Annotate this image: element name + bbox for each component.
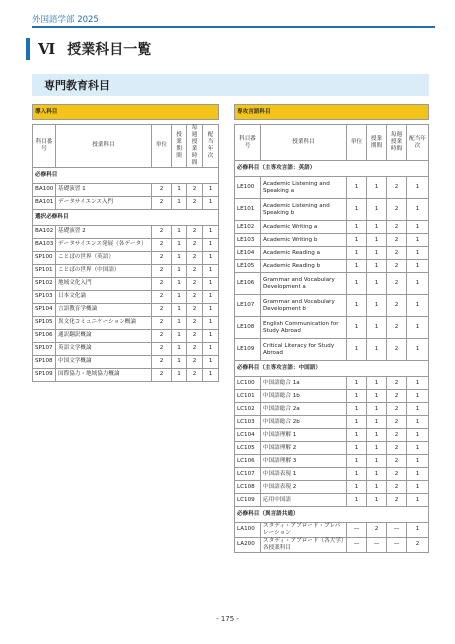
weekly-hours: 2 (387, 247, 407, 260)
year: 1 (407, 377, 429, 390)
weekly-hours: 2 (187, 316, 203, 329)
course-code: SP101 (33, 264, 56, 277)
course-name: スタディ・アブロード・プレパレーション (261, 523, 347, 538)
credits: 2 (152, 251, 172, 264)
course-code: SP108 (33, 355, 56, 368)
header-row (235, 125, 429, 161)
year: 1 (203, 303, 219, 316)
weekly-hours: 2 (387, 403, 407, 416)
course-code: SP109 (33, 368, 56, 381)
table-row (235, 390, 429, 403)
weekly-hours: 2 (387, 295, 407, 317)
term: 1 (172, 238, 187, 251)
year: 1 (407, 295, 429, 317)
course-code: LC107 (235, 468, 261, 481)
year: 1 (407, 494, 429, 507)
year: 1 (203, 238, 219, 251)
weekly-hours: 2 (387, 455, 407, 468)
table-row (235, 260, 429, 273)
course-code: LE100 (235, 177, 261, 199)
term: 1 (367, 468, 387, 481)
course-name: データサイエンス入門 (56, 196, 152, 209)
credits: 2 (152, 238, 172, 251)
table-title: 専攻言語科目 (235, 105, 429, 120)
course-name: 中国語総合 1a (261, 377, 347, 390)
weekly-hours: 2 (387, 234, 407, 247)
header-rule (32, 26, 435, 28)
group-row (33, 167, 219, 183)
weekly-hours: 2 (387, 260, 407, 273)
column-header: 単位 (347, 125, 367, 161)
weekly-hours: 2 (187, 196, 203, 209)
table-row (235, 377, 429, 390)
table-row (235, 339, 429, 361)
weekly-hours: 2 (187, 251, 203, 264)
table-row (235, 177, 429, 199)
course-name: English Communication for Study Abroad (261, 317, 347, 339)
table-row (235, 429, 429, 442)
year: 1 (407, 247, 429, 260)
table-row (33, 316, 219, 329)
header-row (33, 125, 219, 168)
credits: 2 (152, 342, 172, 355)
column-header: 科目番号 (33, 125, 56, 168)
table-row (33, 264, 219, 277)
term: 1 (367, 317, 387, 339)
year: 1 (407, 468, 429, 481)
weekly-hours: 2 (387, 221, 407, 234)
table-row (33, 329, 219, 342)
term: 1 (367, 260, 387, 273)
table-row (235, 468, 429, 481)
credits: 2 (152, 368, 172, 381)
year: 1 (407, 339, 429, 361)
term: 1 (172, 290, 187, 303)
credits: 1 (347, 247, 367, 260)
course-name: 国際協力・地域協力概論 (56, 368, 152, 381)
course-name: Grammar and Vocabulary Development a (261, 273, 347, 295)
table-title: 導入科目 (33, 105, 219, 120)
course-name: 中国語表現 2 (261, 481, 347, 494)
major-language-courses-table (234, 104, 429, 553)
year: 1 (203, 251, 219, 264)
term: 1 (367, 455, 387, 468)
course-name: Academic Writing b (261, 234, 347, 247)
weekly-hours: 2 (387, 377, 407, 390)
term: 1 (367, 234, 387, 247)
course-name: 中国語理解 3 (261, 455, 347, 468)
table-title-row (235, 105, 429, 120)
course-name: 地域文化入門 (56, 277, 152, 290)
term: 1 (367, 295, 387, 317)
term: 1 (172, 342, 187, 355)
weekly-hours: 2 (387, 442, 407, 455)
column-header: 配当年次 (407, 125, 429, 161)
table-row (235, 455, 429, 468)
year: 1 (407, 177, 429, 199)
course-name: 応用中国語 (261, 494, 347, 507)
course-name: 英語文学概論 (56, 342, 152, 355)
term: 1 (367, 273, 387, 295)
section-band (32, 74, 429, 96)
credits: 1 (347, 429, 367, 442)
year: 1 (203, 342, 219, 355)
term: 1 (172, 303, 187, 316)
credits: 1 (347, 390, 367, 403)
table-row (235, 295, 429, 317)
course-code: LC104 (235, 429, 261, 442)
table-row (33, 303, 219, 316)
credits: 1 (347, 317, 367, 339)
credits: 1 (347, 260, 367, 273)
weekly-hours: 2 (187, 303, 203, 316)
year: 1 (407, 429, 429, 442)
year: 1 (407, 260, 429, 273)
course-name: 中国文学概論 (56, 355, 152, 368)
table-row (235, 442, 429, 455)
term: 1 (367, 416, 387, 429)
course-code: BA101 (33, 196, 56, 209)
year: 1 (407, 273, 429, 295)
term: 1 (367, 377, 387, 390)
course-code: LE108 (235, 317, 261, 339)
course-name: 通訳翻訳概論 (56, 329, 152, 342)
credits: 1 (347, 199, 367, 221)
faculty-header: 外国語学部 2025 (32, 15, 99, 25)
term: 1 (367, 177, 387, 199)
credits: 2 (152, 355, 172, 368)
course-name: Academic Reading a (261, 247, 347, 260)
weekly-hours: 2 (187, 183, 203, 196)
year: 1 (203, 196, 219, 209)
group-row (235, 507, 429, 523)
table-row (33, 290, 219, 303)
course-code: BA100 (33, 183, 56, 196)
year: 1 (407, 416, 429, 429)
weekly-hours: 2 (387, 468, 407, 481)
course-name: 言語教育学概論 (56, 303, 152, 316)
course-name: ことばの世界（英語） (56, 251, 152, 264)
course-name: Academic Writing a (261, 221, 347, 234)
credits: 1 (347, 442, 367, 455)
table-row (235, 523, 429, 538)
weekly-hours: — (387, 523, 407, 538)
weekly-hours: 2 (187, 225, 203, 238)
year: 1 (407, 221, 429, 234)
course-code: LE106 (235, 273, 261, 295)
year: 1 (407, 390, 429, 403)
course-code: SP100 (33, 251, 56, 264)
year: 1 (203, 329, 219, 342)
weekly-hours: 2 (187, 355, 203, 368)
table-row (33, 225, 219, 238)
course-code: LC106 (235, 455, 261, 468)
section-title: 専門教育科目 (44, 79, 110, 92)
course-name: データサイエンス発展（各データ） (56, 238, 152, 251)
credits: 2 (152, 264, 172, 277)
table-row (235, 221, 429, 234)
course-code: LE104 (235, 247, 261, 260)
course-code: LE103 (235, 234, 261, 247)
course-name: 日本文化論 (56, 290, 152, 303)
group-row (33, 209, 219, 225)
course-name: 中国語理解 1 (261, 429, 347, 442)
term: 1 (172, 196, 187, 209)
course-code: BA102 (33, 225, 56, 238)
chapter-number: Ⅵ (38, 40, 56, 58)
credits: — (347, 537, 367, 552)
weekly-hours: — (387, 537, 407, 552)
term: 1 (367, 390, 387, 403)
course-code: LA200 (235, 537, 261, 552)
credits: 1 (347, 403, 367, 416)
credits: 1 (347, 468, 367, 481)
year: 1 (203, 277, 219, 290)
course-code: LC102 (235, 403, 261, 416)
group-label: 選択必修科目 (33, 209, 219, 225)
weekly-hours: 2 (187, 264, 203, 277)
course-code: LC108 (235, 481, 261, 494)
credits: 1 (347, 177, 367, 199)
table-row (33, 342, 219, 355)
credits: 1 (347, 494, 367, 507)
column-header: 授業期間 (367, 125, 387, 161)
table-row (235, 481, 429, 494)
year: 1 (203, 183, 219, 196)
year: 1 (407, 317, 429, 339)
year: 1 (407, 523, 429, 538)
year: 1 (407, 199, 429, 221)
weekly-hours: 2 (387, 390, 407, 403)
weekly-hours: 2 (387, 416, 407, 429)
credits: 1 (347, 339, 367, 361)
table-row (33, 183, 219, 196)
course-name: 中国語理解 2 (261, 442, 347, 455)
course-name: 中国語総合 2a (261, 403, 347, 416)
year: 1 (407, 442, 429, 455)
year: 1 (407, 234, 429, 247)
term: 1 (367, 403, 387, 416)
weekly-hours: 2 (187, 329, 203, 342)
group-label: 必修科目（異言語共通） (235, 507, 429, 523)
course-name: 基礎演習 1 (56, 183, 152, 196)
term: 1 (172, 316, 187, 329)
credits: 1 (347, 273, 367, 295)
weekly-hours: 2 (187, 368, 203, 381)
credits: 1 (347, 234, 367, 247)
course-code: LE107 (235, 295, 261, 317)
weekly-hours: 2 (187, 238, 203, 251)
course-code: SP107 (33, 342, 56, 355)
course-name: スタディ・アブロード（各大学）各授業科目 (261, 537, 347, 552)
group-label: 必修科目 (33, 167, 219, 183)
column-header: 授業科目 (261, 125, 347, 161)
weekly-hours: 2 (387, 481, 407, 494)
year: 1 (407, 481, 429, 494)
term: 1 (367, 429, 387, 442)
column-header: 毎週授業時間 (187, 125, 203, 168)
page-number: - 175 - (216, 615, 239, 623)
column-header: 科目番号 (235, 125, 261, 161)
table-row (235, 199, 429, 221)
credits: 2 (152, 303, 172, 316)
chapter-title: 授業科目一覧 (67, 42, 152, 58)
term: 2 (367, 523, 387, 538)
course-name: Academic Reading b (261, 260, 347, 273)
table-row (33, 277, 219, 290)
table-row (235, 273, 429, 295)
year: 1 (203, 264, 219, 277)
course-code: LC100 (235, 377, 261, 390)
course-code: BA103 (33, 238, 56, 251)
table-row (235, 247, 429, 260)
weekly-hours: 2 (387, 494, 407, 507)
course-code: SP105 (33, 316, 56, 329)
term: 1 (367, 481, 387, 494)
term: 1 (172, 329, 187, 342)
weekly-hours: 2 (387, 177, 407, 199)
credits: 1 (347, 295, 367, 317)
weekly-hours: 2 (187, 277, 203, 290)
course-code: LC103 (235, 416, 261, 429)
course-name: 中国語表現 1 (261, 468, 347, 481)
course-code: LA100 (235, 523, 261, 538)
course-code: LE102 (235, 221, 261, 234)
table-row (235, 537, 429, 552)
credits: 1 (347, 377, 367, 390)
group-label: 必修科目（主専攻言語：英語） (235, 161, 429, 177)
credits: 1 (347, 221, 367, 234)
column-header: 授業科目 (56, 125, 152, 168)
year: 1 (407, 403, 429, 416)
column-header: 授業期間 (172, 125, 187, 168)
term: 1 (172, 264, 187, 277)
table-row (33, 238, 219, 251)
course-code: SP106 (33, 329, 56, 342)
table-row (235, 403, 429, 416)
credits: 2 (152, 183, 172, 196)
year: 1 (203, 316, 219, 329)
chapter-heading (26, 38, 151, 60)
table-title-row (33, 105, 219, 120)
year: 1 (407, 455, 429, 468)
credits: 1 (347, 455, 367, 468)
year: 1 (203, 225, 219, 238)
course-name: ことばの世界（中国語） (56, 264, 152, 277)
course-name: 異文化コミュニケーション概論 (56, 316, 152, 329)
term: 1 (367, 339, 387, 361)
term: 1 (172, 277, 187, 290)
weekly-hours: 2 (187, 342, 203, 355)
credits: 2 (152, 225, 172, 238)
credits: 2 (152, 196, 172, 209)
year: 1 (203, 290, 219, 303)
table-row (235, 234, 429, 247)
course-code: LE101 (235, 199, 261, 221)
credits: 1 (347, 416, 367, 429)
term: 1 (367, 442, 387, 455)
group-label: 必修科目（主専攻言語：中国語） (235, 361, 429, 377)
term: 1 (172, 251, 187, 264)
course-name: 中国語総合 1b (261, 390, 347, 403)
table-row (33, 355, 219, 368)
course-name: Academic Listening and Speaking a (261, 177, 347, 199)
course-code: SP103 (33, 290, 56, 303)
column-header: 毎週授業時間 (387, 125, 407, 161)
course-code: LC109 (235, 494, 261, 507)
credits: 2 (152, 316, 172, 329)
weekly-hours: 2 (387, 429, 407, 442)
course-code: LE109 (235, 339, 261, 361)
credits: — (347, 523, 367, 538)
course-code: SP102 (33, 277, 56, 290)
intro-courses-table (32, 104, 219, 382)
course-code: LE105 (235, 260, 261, 273)
credits: 2 (152, 290, 172, 303)
term: 1 (172, 183, 187, 196)
term: 1 (172, 368, 187, 381)
column-header: 単位 (152, 125, 172, 168)
course-code: LC105 (235, 442, 261, 455)
course-name: Grammar and Vocabulary Development b (261, 295, 347, 317)
year: 2 (407, 537, 429, 552)
credits: 1 (347, 481, 367, 494)
weekly-hours: 2 (387, 339, 407, 361)
table-row (235, 494, 429, 507)
group-row (235, 161, 429, 177)
term: — (367, 537, 387, 552)
course-name: Academic Listening and Speaking b (261, 199, 347, 221)
weekly-hours: 2 (387, 199, 407, 221)
weekly-hours: 2 (387, 273, 407, 295)
weekly-hours: 2 (187, 290, 203, 303)
course-name: Critical Literacy for Study Abroad (261, 339, 347, 361)
credits: 2 (152, 329, 172, 342)
table-row (33, 368, 219, 381)
table-row (33, 196, 219, 209)
column-header: 配当年次 (203, 125, 219, 168)
term: 1 (172, 355, 187, 368)
chapter-accent-bar (26, 38, 30, 60)
group-row (235, 361, 429, 377)
course-code: LC101 (235, 390, 261, 403)
course-name: 中国語総合 2b (261, 416, 347, 429)
year: 1 (203, 355, 219, 368)
table-row (235, 416, 429, 429)
course-code: SP104 (33, 303, 56, 316)
term: 1 (367, 494, 387, 507)
term: 1 (367, 199, 387, 221)
weekly-hours: 2 (387, 317, 407, 339)
table-row (33, 251, 219, 264)
term: 1 (367, 247, 387, 260)
credits: 2 (152, 277, 172, 290)
year: 1 (203, 368, 219, 381)
term: 1 (367, 221, 387, 234)
table-row (235, 317, 429, 339)
course-name: 基礎演習 2 (56, 225, 152, 238)
term: 1 (172, 225, 187, 238)
